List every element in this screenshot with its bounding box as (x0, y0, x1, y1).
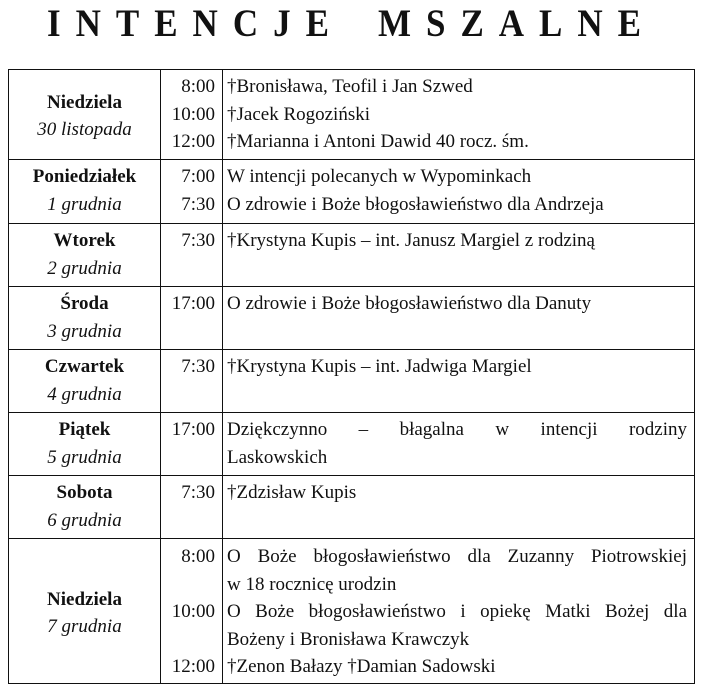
day-date: 4 grudnia (47, 383, 122, 405)
intention-cell (223, 224, 695, 287)
day-cell (9, 287, 161, 350)
intention-cell (223, 539, 695, 684)
day-name: Niedziela (47, 588, 122, 610)
day-date: 3 grudnia (47, 320, 122, 342)
day-cell (9, 350, 161, 413)
mass-time: 7:30 (181, 356, 215, 377)
mass-time: 8:00 (181, 546, 215, 567)
day-row (9, 287, 695, 350)
day-cell (9, 224, 161, 287)
time-cell (161, 70, 223, 160)
title-word-1: INTENCJE (46, 1, 344, 45)
mass-time: 12:00 (171, 131, 215, 152)
day-name: Sobota (56, 482, 113, 503)
intention-cell (223, 476, 695, 539)
mass-time: 8:00 (181, 76, 215, 97)
time-cell (161, 287, 223, 350)
mass-intentions-table (8, 69, 695, 684)
time-cell (161, 413, 223, 476)
day-name: Wtorek (53, 230, 116, 251)
intention-text: †Zdzisław Kupis (227, 482, 357, 503)
time-cell (161, 350, 223, 413)
mass-time: 7:30 (181, 482, 215, 503)
intention-text: O Boże błogosławieństwo i opiekę Matki Bożej dla (227, 601, 687, 622)
intention-text: O Boże błogosławieństwo dla Zuzanny Piotrowskiej (227, 546, 687, 567)
day-row (9, 70, 695, 160)
mass-time: 10:00 (171, 103, 215, 125)
day-cell (9, 160, 161, 224)
intention-cell (223, 287, 695, 350)
day-date: 5 grudnia (47, 446, 122, 468)
day-cell (9, 539, 161, 684)
day-cell (9, 70, 161, 160)
day-row (9, 224, 695, 287)
day-name: Czwartek (44, 356, 125, 377)
intention-text: †Krystyna Kupis – int. Jadwiga Margiel (227, 356, 532, 377)
mass-time: 7:30 (181, 230, 215, 251)
intention-text: w 18 rocznicę urodzin (227, 573, 397, 595)
day-date: 7 grudnia (47, 616, 122, 637)
day-date: 2 grudnia (47, 257, 122, 279)
mass-time: 12:00 (171, 656, 215, 677)
day-row (9, 539, 695, 684)
mass-time: 17:00 (171, 419, 215, 440)
intention-text: Bożeny i Bronisława Krawczyk (227, 628, 470, 650)
day-row (9, 413, 695, 476)
intention-text: O zdrowie i Boże błogosławieństwo dla Danuty (227, 293, 592, 314)
intention-cell (223, 70, 695, 160)
intention-text: †Bronisława, Teofil i Jan Szwed (227, 76, 473, 97)
day-date: 1 grudnia (47, 193, 122, 215)
intention-text: Laskowskich (227, 446, 328, 468)
intention-cell (223, 413, 695, 476)
intention-text: Dziękczynno – błagalna w intencji rodziny (227, 419, 687, 440)
day-row (9, 350, 695, 413)
mass-time: 17:00 (171, 293, 215, 314)
day-cell (9, 413, 161, 476)
day-name: Środa (60, 293, 109, 314)
time-cell (161, 160, 223, 224)
day-name: Niedziela (47, 91, 122, 113)
mass-time: 7:00 (181, 166, 215, 187)
title-word-2: MSZALNE (377, 1, 657, 45)
intention-text: O zdrowie i Boże błogosławieństwo dla Andrzeja (227, 193, 604, 215)
day-row (9, 476, 695, 539)
day-name: Piątek (58, 419, 111, 440)
day-row (9, 160, 695, 224)
time-cell (161, 476, 223, 539)
time-cell (161, 539, 223, 684)
intention-text: †Jacek Rogoziński (227, 103, 371, 125)
mass-time: 7:30 (181, 193, 215, 215)
time-cell (161, 224, 223, 287)
intention-text: W intencji polecanych w Wypominkach (227, 166, 532, 187)
intention-text: †Krystyna Kupis – int. Janusz Margiel z rodziną (227, 230, 595, 251)
day-name: Poniedziałek (32, 166, 137, 187)
day-date: 6 grudnia (47, 509, 122, 531)
intention-text: †Marianna i Antoni Dawid 40 rocz. śm. (227, 131, 529, 152)
day-date: 30 listopada (37, 119, 132, 140)
intention-text: †Zenon Bałazy †Damian Sadowski (227, 656, 496, 677)
intention-cell (223, 160, 695, 224)
mass-time: 10:00 (171, 601, 215, 622)
day-cell (9, 476, 161, 539)
intention-cell (223, 350, 695, 413)
page-title (0, 0, 703, 56)
